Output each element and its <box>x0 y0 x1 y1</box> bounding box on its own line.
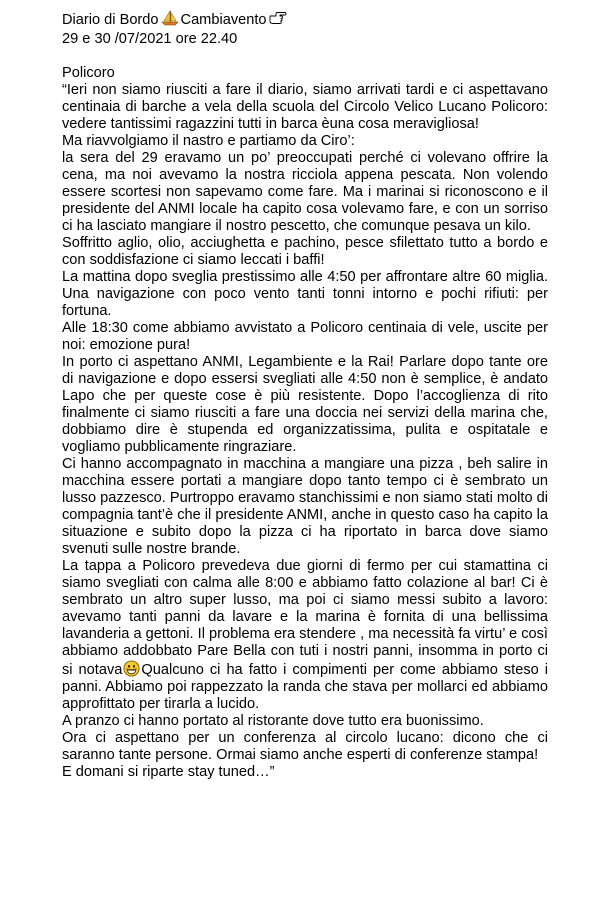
paragraph-with-emoji <box>62 558 548 713</box>
sailboat-icon <box>161 10 179 31</box>
paragraph: In porto ci aspettano ANMI, Legambiente e la Rai! Parlare dopo tante ore di navigazione e dopo essersi svegliati alle 4:50 non è semplice, è andato Lapo che per queste cose è più resistente. Dopo l’accoglienza di rito finalmente ci siamo riusciti a fare una doccia nei servizi della marina che, dobbiamo dire è stupenda ed organizzatissima, pulita e ospitatale e vogliamo pubblicamente ringraziare. <box>62 354 548 455</box>
paragraph: Ma riavvolgiamo il nastro e partiamo da Ciro’: <box>62 133 355 149</box>
paragraph: Ci hanno accompagnato in macchina a mangiare una pizza , beh salire in macchina essere portati a mangiare dopo tanto tempo ci è sembrato un lusso pazzesco. Purtroppo eravamo stanchissimi e non siamo stati molto di compagnia tant’è che il presidente ANMI, anche in questo caso ha capito la situazione e subito dopo la pizza ci ha riportato in barca dove siamo svenuti sulle nostre brande. <box>62 456 548 557</box>
paragraph: la sera del 29 eravamo un po’ preoccupati perché ci volevano offrire la cena, ma noi avevamo la nostra ricciola appena pescata. Non volendo essere scortesi non sapevamo come fare. Ma i marinai si riconoscono e il presidente del ANMI locale ha capito cosa volevamo fare, e con un sorriso ci ha lasciato mangiare il nostro pescetto, che comunque pesava un kilo. <box>62 150 548 234</box>
pointing-hand-icon <box>269 11 287 30</box>
boat-name: Cambiavento <box>180 12 267 28</box>
paragraph: Alle 18:30 come abbiamo avvistato a Policoro centinaia di vele, uscite per noi: emozione pura! <box>62 320 548 353</box>
diary-title <box>62 10 548 31</box>
date-line: 29 e 30 /07/2021 ore 22.40 <box>62 31 238 47</box>
paragraph: “Ieri non siamo riusciti a fare il diario, siamo arrivati tardi e ci aspettavano centinaia di barche a vela della scuola del Circolo Velico Lucano Policoro: vedere tantissimi ragazzini tutti in barca èuna cosa meravigliosa! <box>62 82 548 132</box>
title-text: Diario di Bordo <box>62 12 159 28</box>
paragraph: A pranzo ci hanno portato al ristorante dove tutto era buonissimo. <box>62 713 484 729</box>
paragraph-text-after: Qualcuno ci ha fatto i compimenti per come abbiamo steso i panni. Abbiamo poi rappezzato la randa che stava per mollarci ed abbiamo approfittato per tirarla a lucido. <box>62 662 548 712</box>
paragraph-text-before: La tappa a Policoro prevedeva due giorni di fermo per cui stamattina ci siamo svegliati con calma alle 8:00 e abbiamo fatto colazione al bar! Ci è sembrato un altro super lusso, ma poi ci siamo messi subito a lavoro: avevamo tanti panni da lavare e la marina è fornita di una bellissima lavanderia a gettoni. Il problema era stendere , ma necessità fa virtu’ e così abbiamo addobbato Pare Bella con tuti i nostri panni, insomma in porto ci si notava <box>62 558 548 678</box>
paragraph: Ora ci aspettano per un conferenza al circolo lucano: dicono che ci saranno tante persone. Ormai siamo anche esperti di conferenze stampa! <box>62 730 548 763</box>
paragraph: La mattina dopo sveglia prestissimo alle 4:50 per affrontare altre 60 miglia. Una navigazione con poco vento tanti tonni intorno e pochi rifiuti: per fortuna. <box>62 269 548 319</box>
location-heading: Policoro <box>62 65 115 81</box>
closing-line: E domani si riparte stay tuned…” <box>62 764 275 780</box>
blank-line <box>62 48 548 65</box>
paragraph: Soffritto aglio, olio, acciughetta e pachino, pesce sfilettato tutto a bordo e con soddisfazione ci siamo leccati i baffi! <box>62 235 548 268</box>
grinning-face-icon <box>123 660 140 677</box>
